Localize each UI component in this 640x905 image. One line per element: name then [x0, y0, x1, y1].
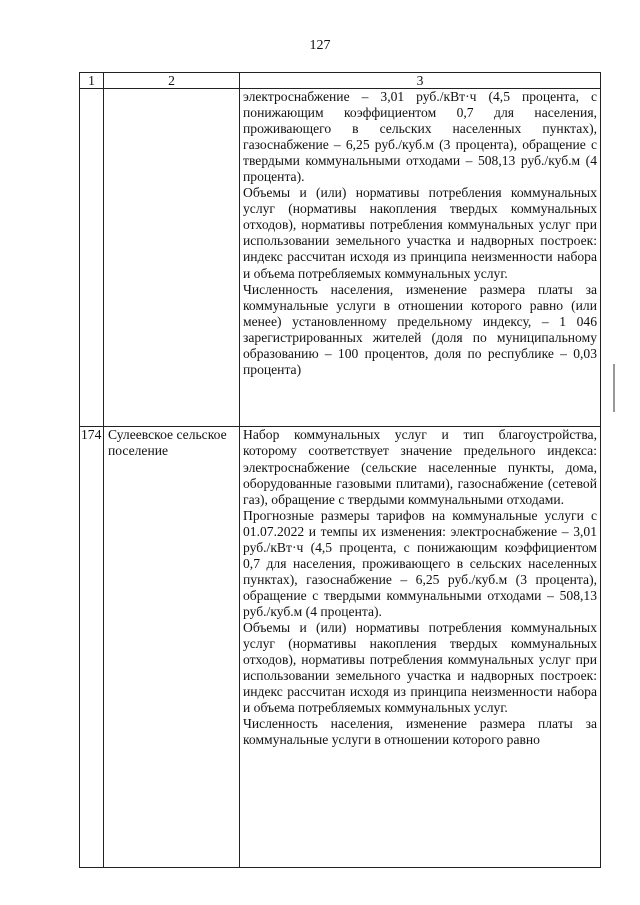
row-number: 174 [80, 427, 104, 868]
header-col-2: 2 [104, 73, 240, 89]
header-col-1: 1 [80, 73, 104, 89]
table-row [80, 89, 601, 427]
municipality-name [104, 89, 240, 427]
paragraph: электроснабжение – 3,01 руб./кВт·ч (4,5 процента, с понижающим коэффициентом 0,7 для населения, проживающего в сельских населенных пунктах), газоснабжение – 6,25 руб./куб.м (3 процента), обращение с твердыми коммунальными отходами – 508,13 руб./куб.м (4 процента). [243, 89, 597, 185]
paragraph: Набор коммунальных услуг и тип благоустройства, которому соответствует значение предельного индекса: электроснабжение (сельские населенные пункты, дома, оборудованные газовыми плитами), газоснабжение (сетевой газ), обращение с твердыми коммунальными отходами. [243, 427, 597, 507]
municipality-name: Сулеевское сельское поселение [104, 427, 240, 868]
header-col-3: 3 [240, 73, 601, 89]
row-description [240, 89, 601, 427]
paragraph: Прогнозные размеры тарифов на коммунальные услуги с 01.07.2022 и темпы их изменения: электроснабжение – 3,01 руб./кВт·ч (4,5 процента, с понижающим коэффициентом 0,7 для населения, проживающего в сельских населенных пунктах), газоснабжение – 6,25 руб./куб.м (3 процента), обращение с твердыми коммунальными отходами – 508,13 руб./куб.м (4 процента). [243, 507, 597, 619]
paragraph: Численность населения, изменение размера платы за коммунальные услуги в отношении которого равно [243, 716, 597, 748]
tariff-index-table [79, 72, 601, 868]
table-header-row [80, 73, 601, 89]
row-number [80, 89, 104, 427]
scan-edge-mark [613, 364, 615, 412]
page-number: 127 [309, 38, 331, 53]
table-row [80, 427, 601, 868]
paragraph: Объемы и (или) нормативы потребления коммунальных услуг (нормативы накопления твердых коммунальных отходов), нормативы потребления коммунальных услуг при использовании земельного участка и надворных построек: индекс рассчитан исходя из принципа неизменности набора и объема потребляемых коммунальных услуг. [243, 620, 597, 716]
row-description [240, 427, 601, 868]
paragraph: Объемы и (или) нормативы потребления коммунальных услуг (нормативы накопления твердых коммунальных отходов), нормативы потребления коммунальных услуг при использовании земельного участка и надворных построек: индекс рассчитан исходя из принципа неизменности набора и объема потребляемых коммунальных услуг. [243, 185, 597, 281]
paragraph: Численность населения, изменение размера платы за коммунальные услуги в отношении которого равно (или менее) установленному предельному индексу, – 1 046 зарегистрированных жителей (доля по муниципальному образованию – 100 процентов, доля по республике – 0,03 процента) [243, 281, 597, 377]
